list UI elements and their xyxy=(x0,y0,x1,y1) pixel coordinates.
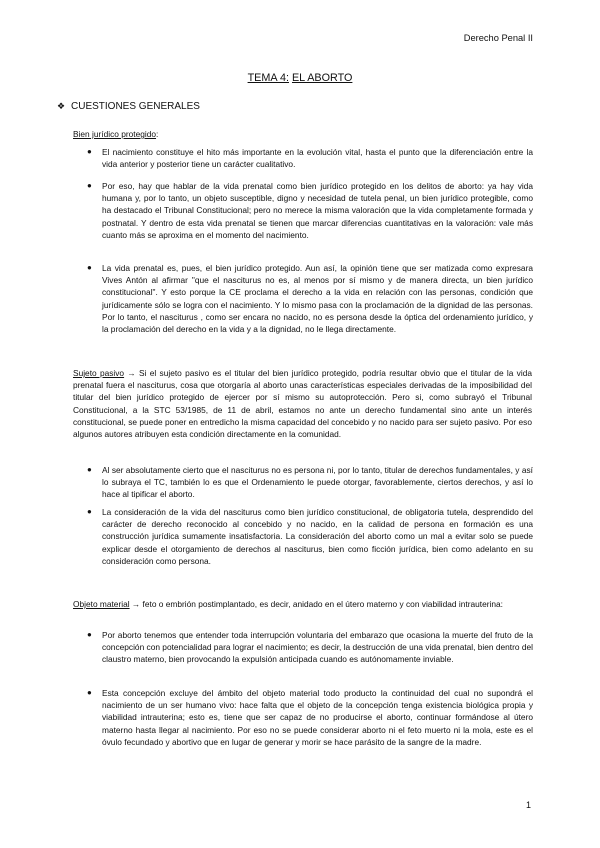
bullet-icon: ● xyxy=(87,465,92,474)
list-item-text: Por aborto tenemos que entender toda interrupción voluntaria del embarazo que ocasiona la muerte del fruto de la concepción con potencialidad para lograr el nacimiento; es decir, la destrucción de una vida prenatal, bien dentro del claustro materno, bien provocando la expulsión anticipada cuando es autónomamente inviable. xyxy=(102,630,533,665)
page-title xyxy=(0,72,600,84)
bullet-icon: ● xyxy=(87,507,92,516)
list-item xyxy=(87,146,533,170)
bien-juridico-colon: : xyxy=(156,129,159,139)
objeto-material-paragraph xyxy=(73,598,532,610)
list-item-text: La vida prenatal es, pues, el bien jurídico protegido. Aun así, la opinión tiene que ser matizada como expresara Vives Antón al afirmar "que el nasciturus no es, al menos por sí mismo y de manera directa, un bien jurídico constitucional". Y esto porque la CE proclama el derecho a la vida en relación con las personas, condición que jurídicamente sólo se logra con el nacimiento. Y lo mismo pasa con la proclamación de la dignidad de las personas. Por lo tanto, el nasciturus , como ser encara no nacido, no es persona desde la óptica del ordenamiento jurídico, y la proclamación del derecho en la vida y a la dignidad, no le llega directamente. xyxy=(102,263,533,335)
list-item-text: Al ser absolutamente cierto que el nasciturus no es persona ni, por lo tanto, titular de derechos fundamentales, y así lo subraya el TC, también lo es que el Ordenamiento le puede otorgar, favorablemente, ciertos derechos, y así lo hace al tipificar el aborto. xyxy=(102,465,533,500)
list-item-text: El nacimiento constituye el hito más importante en la evolución vital, hasta el punto que la diferenciación entre la vida anterior y posterior tiene un carácter cualitativo. xyxy=(102,147,533,170)
bien-juridico-heading xyxy=(73,128,532,140)
list-item xyxy=(87,687,533,748)
diamond-bullet-icon: ❖ xyxy=(57,101,66,111)
bien-juridico-label: Bien jurídico protegido xyxy=(73,129,157,139)
list-item xyxy=(87,629,533,666)
list-item xyxy=(87,180,533,241)
list-item-text: Esta concepción excluye del ámbito del objeto material todo producto la continuidad del cual no supondrá el nacimiento de un ser humano vivo: hace falta que el objeto de la concepción tenga existencia biológica propia y viabilidad intrauterina; esto es, tiene que ser capaz de no producirse el aborto, continuar formándose al útero materno hasta llegar al nacimiento. Por eso no se puede considerar aborto ni el feto muerto ni la mola, este es el óvulo fecundado y abortivo que en lugar de generar y morir se hace parásito de la sangre de la madre. xyxy=(102,688,533,747)
bullet-icon: ● xyxy=(87,630,92,639)
sujeto-pasivo-label: Sujeto pasivo xyxy=(73,368,125,378)
list-item xyxy=(87,464,533,501)
bullet-icon: ● xyxy=(87,688,92,697)
list-item-text: Por eso, hay que hablar de la vida prenatal como bien jurídico protegido en los delitos de aborto: ya hay vida humana y, por lo tanto, un objeto susceptible, digno y necesidad de tutela penal, un bien jurídico protegible, como ha destacado el Tribunal Constitucional; pero no merece la misma valoración que la vida completamente formada y postnatal. Y dentro de esta vida prenatal se tienen que marcar diferencias cuantitativas en la valoración: vale más cuanto más se aproxima en el momento del nacimiento. xyxy=(102,181,533,240)
list-item xyxy=(87,262,533,335)
bullet-icon: ● xyxy=(87,263,92,272)
sujeto-pasivo-paragraph xyxy=(73,367,532,440)
list-item xyxy=(87,506,533,567)
objeto-material-text: → feto o embrión postimplantado, es decir, anidado en el útero materno y con viabilidad intrauterina: xyxy=(129,599,503,609)
bullet-icon: ● xyxy=(87,181,92,190)
objeto-material-label: Objeto material xyxy=(73,599,130,609)
sujeto-pasivo-text: → Si el sujeto pasivo es el titular del bien jurídico protegido, podría resultar obvio que el titular de la vida prenatal fuera el nasciturus, cosa que otorgaría al aborto unas características especiales derivadas de la imposibilidad del titular del bien jurídico protegido de ejercer por sí mismo su autoprotección. Pero si, como subrayó el Tribunal Constitucional, a la STC 53/1985, de 11 de abril, estamos no ante un derecho fundamental sino ante un interés constitucional, se puede poner en entredicho la misma capacidad del concebido y no nacido para ser sujeto pasivo. Por eso algunos autores atribuyen esta condición directamente en la comunidad. xyxy=(73,368,532,440)
title-subject: EL ABORTO xyxy=(291,72,353,84)
bullet-icon: ● xyxy=(87,147,92,156)
section-heading xyxy=(57,101,200,112)
section-heading-text: CUESTIONES GENERALES xyxy=(71,101,200,112)
course-header: Derecho Penal II xyxy=(463,33,533,43)
list-item-text: La consideración de la vida del nasciturus como bien jurídico constitucional, de obligatoria tutela, desprendido del carácter de derecho reconocido al concebido y no nacido, en la calidad de persona en formación es una construcción jurídica sumamente insatisfactoria. La consideración del aborto como un mal a evitar solo se puede explicar desde el otorgamiento de derechos al nasciturus, bien como ficción jurídica, bien como adelanto en su consideración como persona. xyxy=(102,507,533,566)
page-number: 1 xyxy=(525,800,531,810)
title-prefix: TEMA 4: xyxy=(247,72,289,84)
